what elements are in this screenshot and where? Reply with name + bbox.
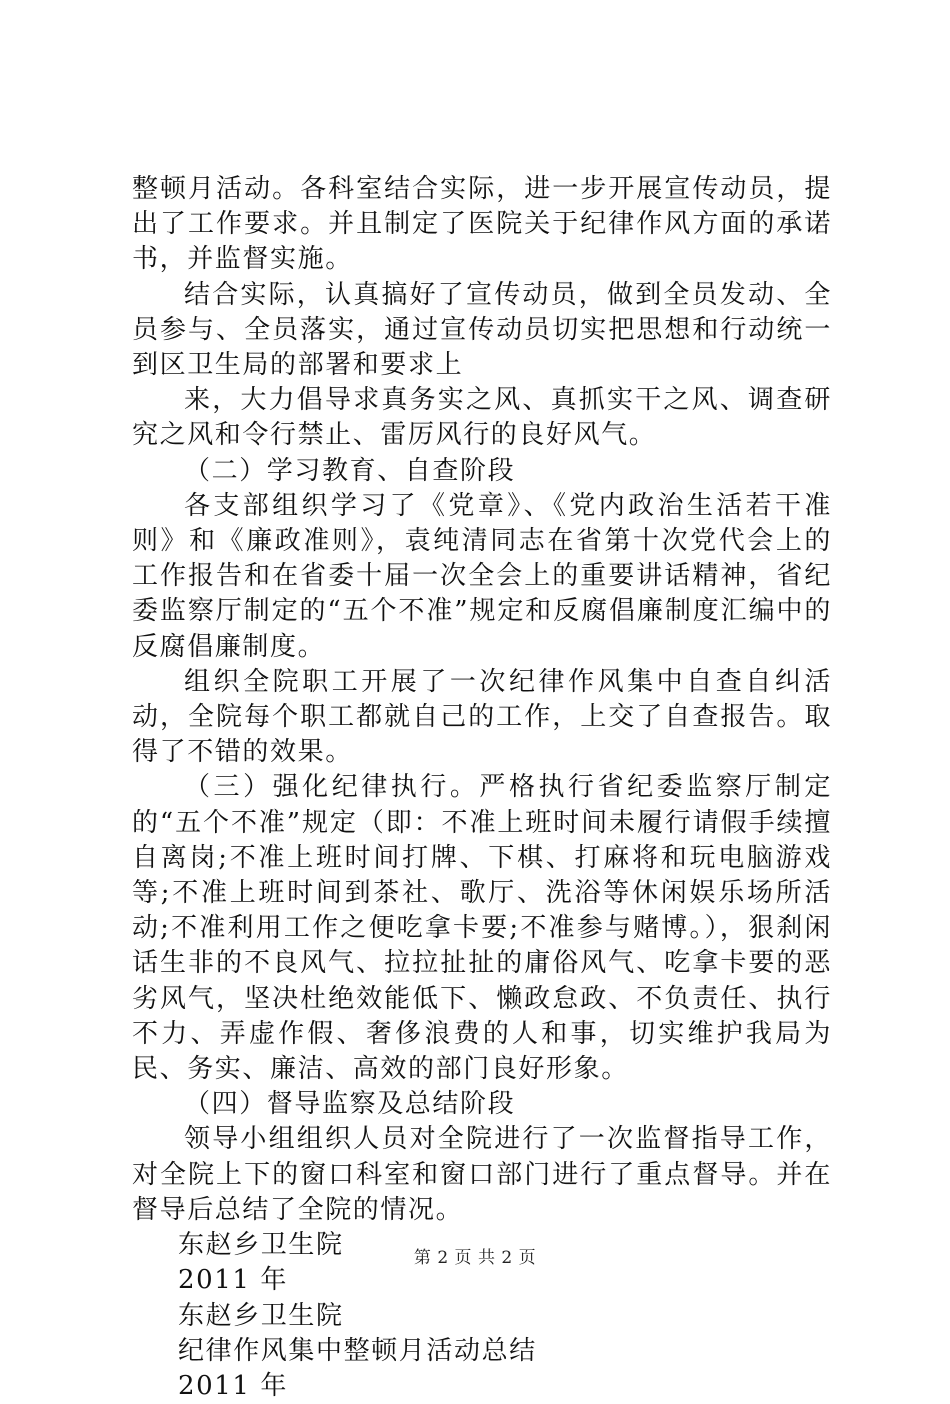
paragraph-1: 整顿月活动。各科室结合实际，进一步开展宣传动员，提出了工作要求。并且制定了医院关于纪律作风方面的承诺书，并监督实施。 — [132, 174, 832, 275]
signature-title: 纪律作风集中整顿月活动总结 — [178, 1335, 537, 1366]
signature-org-2: 东赵乡卫生院 — [178, 1300, 344, 1331]
document-body — [132, 172, 832, 1404]
page-footer: 第 2 页 共 2 页 — [413, 1248, 537, 1268]
section-heading-4: （四）督导监察及总结阶段 — [184, 1089, 516, 1120]
paragraph-5: 组织全院职工开展了一次纪律作风集中自查自纠活动，全院每个职工都就自己的工作，上交了自查报告。取得了不错的效果。 — [132, 666, 832, 768]
signature-year-2: 2011 年 — [178, 1370, 289, 1401]
section-heading-2: （二）学习教育、自查阶段 — [184, 455, 516, 486]
signature-org-1: 东赵乡卫生院 — [178, 1230, 344, 1261]
signature-year-1: 2011 年 — [178, 1265, 289, 1296]
paragraph-3: 来，大力倡导求真务实之风、真抓实干之风、调查研究之风和令行禁止、雷厉风行的良好风气。 — [132, 385, 832, 451]
paragraph-7: 领导小组组织人员对全院进行了一次监督指导工作，对全院上下的窗口科室和窗口部门进行了重点督导。并在督导后总结了全院的情况。 — [132, 1124, 832, 1225]
paragraph-6: （三）强化纪律执行。严格执行省纪委监察厅制定的“五个不准”规定（即：不准上班时间未履行请假手续擅自离岗;不准上班时间打牌、下棋、打麻将和玩电脑游戏等;不准上班时间到茶社、歌厅、洗浴等休闲娱乐场所活动;不准利用工作之便吃拿卡要;不准参与赌博。），狠刹闲话生非的不良风气、拉拉扯扯的庸俗风气、吃拿卡要的恶劣风气，坚决杜绝效能低下、懒政怠政、不负责任、执行不力、弄虚作假、奢侈浪费的人和事，切实维护我局为民、务实、廉洁、高效的部门良好形象。 — [132, 772, 832, 1085]
paragraph-4: 各支部组织学习了《党章》、《党内政治生活若干准则》和《廉政准则》，袁纯清同志在省第十次党代会上的工作报告和在省委十届一次全会上的重要讲话精神，省纪委监察厅制定的“五个不准”规定和反腐倡廉制度汇编中的反腐倡廉制度。 — [132, 490, 832, 662]
paragraph-2: 结合实际，认真搞好了宣传动员，做到全员发动、全员参与、全员落实，通过宣传动员切实把思想和行动统一到区卫生局的部署和要求上 — [132, 279, 832, 381]
